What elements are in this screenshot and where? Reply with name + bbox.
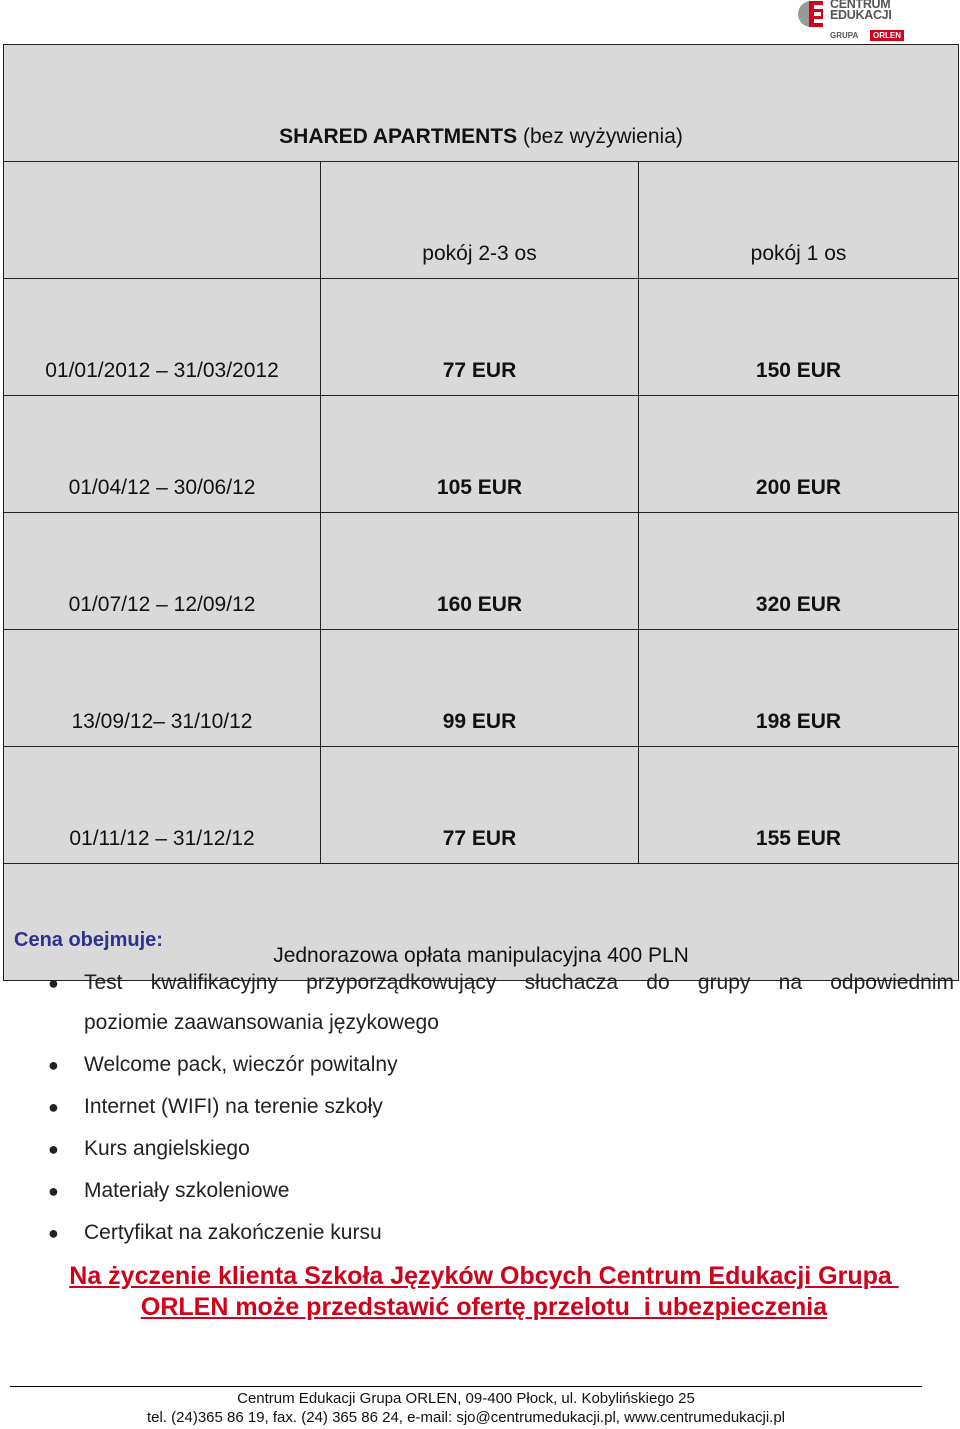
list-item [34, 962, 954, 1044]
period-cell: 01/07/12 – 12/09/12 [4, 513, 321, 630]
price-cell-2-3: 99 EUR [321, 630, 639, 747]
price-cell-2-3: 77 EUR [321, 279, 639, 396]
bullet-icon: ● [48, 1181, 59, 1201]
period-cell: 13/09/12– 31/10/12 [4, 630, 321, 747]
list-item [34, 1212, 954, 1254]
bullet-icon: ● [48, 973, 59, 993]
logo-e-icon [797, 1, 827, 27]
footer-contact: tel. (24)365 86 19, fax. (24) 365 86 24, e-mail: sjo@centrumedukacji.pl, www.centrumedukacji.pl [146, 1409, 786, 1426]
table-row [4, 747, 959, 864]
price-cell-1: 150 EUR [639, 279, 959, 396]
price-cell-1: 198 EUR [639, 630, 959, 747]
header-cell-room-1: pokój 1 os [639, 162, 959, 279]
list-item-text-line2: poziomie zaawansowania językowego [84, 1011, 439, 1034]
includes-heading: Cena obejmuje: [14, 929, 163, 951]
price-table [3, 44, 959, 981]
bullet-icon: ● [48, 1139, 59, 1159]
list-item-text: Certyfikat na zakończenie kursu [84, 1221, 382, 1244]
list-item [34, 1044, 954, 1086]
offer-line1: Na życzenie klienta Szkoła Języków Obcych Centrum Edukacji Grupa [69, 1262, 899, 1290]
flight-insurance-offer [0, 1261, 960, 1323]
price-cell-1: 320 EUR [639, 513, 959, 630]
footer-divider [10, 1386, 922, 1387]
price-cell-2-3: 160 EUR [321, 513, 639, 630]
table-row [4, 513, 959, 630]
period-cell: 01/11/12 – 31/12/12 [4, 747, 321, 864]
logo-line2: EDUKACJI [830, 8, 892, 22]
header-cell-empty [4, 162, 321, 279]
logo-line1: CENTRUM [830, 0, 891, 11]
bullet-icon: ● [48, 1097, 59, 1117]
bullet-icon: ● [48, 1055, 59, 1075]
price-cell-1: 200 EUR [639, 396, 959, 513]
table-row [4, 279, 959, 396]
logo-wordmark [830, 0, 892, 21]
list-item-text-line1: Test kwalifikacyjny przyporządkowujący słuchacza do grupy na odpowiednim [84, 971, 954, 994]
handling-fee-note: Jednorazowa opłata manipulacyjna 400 PLN [4, 864, 959, 981]
list-item-text: Welcome pack, wieczór powitalny [84, 1053, 398, 1076]
bullet-icon: ● [48, 1223, 59, 1243]
table-title-bold: SHARED APARTMENTS [279, 125, 518, 148]
list-item-text: Internet (WIFI) na terenie szkoły [84, 1095, 383, 1118]
price-cell-2-3: 105 EUR [321, 396, 639, 513]
company-logo [797, 0, 903, 44]
table-title-row [4, 45, 959, 162]
period-cell: 01/01/2012 – 31/03/2012 [4, 279, 321, 396]
price-cell-1: 155 EUR [639, 747, 959, 864]
logo-grupa: GRUPA [830, 31, 859, 40]
logo-orlen-badge: ORLEN [870, 30, 904, 41]
list-item [34, 1128, 954, 1170]
page-footer [0, 1389, 932, 1427]
table-title [4, 45, 959, 162]
header-cell-room-2-3: pokój 2-3 os [321, 162, 639, 279]
footer-address: Centrum Edukacji Grupa ORLEN, 09-400 Płock, ul. Kobylińskiego 25 [237, 1390, 695, 1407]
table-header-row [4, 162, 959, 279]
offer-line2: ORLEN może przedstawić ofertę przelotu i ubezpieczenia [140, 1293, 828, 1321]
list-item [34, 1086, 954, 1128]
includes-list [34, 962, 954, 1254]
table-row [4, 396, 959, 513]
table-row [4, 630, 959, 747]
list-item-text: Materiały szkoleniowe [84, 1179, 290, 1202]
price-cell-2-3: 77 EUR [321, 747, 639, 864]
list-item-text: Kurs angielskiego [84, 1137, 250, 1160]
list-item [34, 1170, 954, 1212]
table-title-rest: (bez wyżywienia) [517, 125, 683, 148]
period-cell: 01/04/12 – 30/06/12 [4, 396, 321, 513]
